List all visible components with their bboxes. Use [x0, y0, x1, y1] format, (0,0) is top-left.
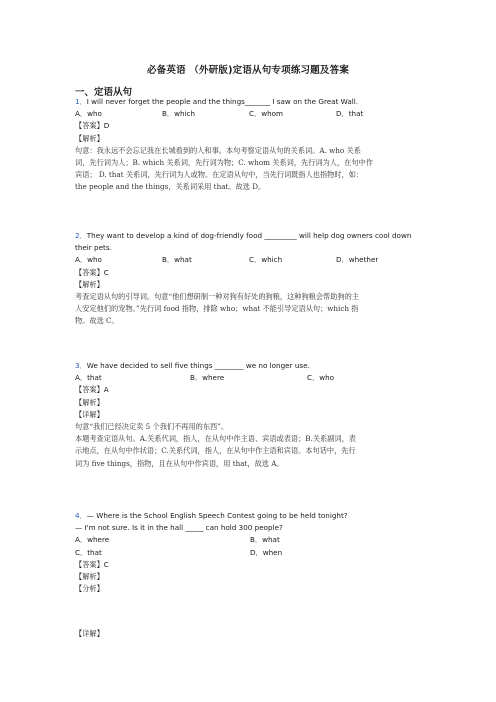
question-2	[75, 230, 427, 328]
explanation-line: the people and the things，关系词采用 that。故选 D。	[75, 182, 266, 192]
question-3	[75, 360, 427, 470]
option-c: C．that	[75, 547, 102, 557]
question-1	[75, 96, 427, 194]
options-row	[75, 108, 427, 120]
analysis-label: 【解析】	[75, 397, 104, 407]
answer-line: 【答案】A	[75, 385, 109, 395]
option-a: A．who	[75, 109, 102, 119]
option-a: A．that	[75, 373, 102, 383]
option-a: A．where	[75, 535, 110, 545]
analysis-label: 【解析】	[75, 572, 104, 582]
analysis-label: 【解析】	[75, 279, 104, 289]
answer-line: 【答案】D	[75, 121, 110, 131]
option-a: A．who	[75, 255, 102, 265]
question-4	[75, 510, 427, 595]
explanation-line: 考查定语从句的引导词。句意“他们想研制一种对狗有好处的狗粮，这种狗粮会帮助狗的主	[75, 292, 359, 302]
answer-line: 【答案】C	[75, 559, 109, 569]
option-b: B．what	[250, 535, 280, 545]
question-stem: They want to develop a kind of dog-friendly food _________ will help dog owners cool down their pets.	[75, 231, 412, 253]
explanation-line: 词，先行词为人；B. which 关系词，先行词为物；C. whom 关系词，先行词为人，在句中作	[75, 158, 373, 168]
explanation-line: 句意“我们已经决定卖 5 个我们不再用的东西”。	[75, 422, 229, 432]
question-number: 2．	[75, 231, 87, 240]
question-stem: I will never forget the people and the things_______ I saw on the Great Wall.	[86, 97, 359, 106]
question-stem-reply: — I'm not sure. Is it in the hall _____ can hold 300 people?	[75, 523, 283, 533]
explanation-line: 句意：我永远不会忘记我在长城看到的人和事。本句考察定语从句的关系词。A. who 关系	[75, 145, 361, 155]
option-d: D．when	[250, 547, 283, 557]
explanation-line: 物。故选 C。	[75, 316, 119, 326]
option-d: D．whether	[336, 255, 379, 265]
options-row	[75, 547, 427, 559]
question-stem: We have decided to sell five things ________ we no longer use.	[86, 361, 310, 370]
question-stem: — Where is the School English Speech Contest going to be held tonight?	[86, 511, 348, 520]
option-b: B．what	[162, 255, 192, 265]
explanation-line: 词为 five things，指物，且在从句中作宾语，用 that，故选 A。	[75, 458, 284, 468]
explanation-line: 示地点，在从句中作状语；C.关系代词，指人，在从句中作主语和宾语。本句话中，先行	[75, 446, 356, 456]
detail-label: 【详解】	[75, 409, 104, 419]
explanation-line: 宾语； D. that 关系词，先行词为人或物。在定语从句中，当先行词既指人也指物时，如：	[75, 170, 364, 180]
option-b: B．where	[190, 373, 225, 383]
question-number: 3．	[75, 361, 87, 370]
options-row	[75, 254, 427, 266]
option-d: D．that	[336, 109, 364, 119]
explanation-line: 人安定他们的宠物。”先行词 food 指物，排除 who；what 不能引导定语从句；which 指	[75, 304, 359, 314]
answer-line: 【答案】C	[75, 267, 109, 277]
options-row	[75, 372, 427, 384]
option-c: C．whom	[249, 109, 284, 119]
option-c: C．who	[307, 373, 335, 383]
question-number: 1．	[75, 97, 87, 106]
explanation-line: 本题考查定语从句。A.关系代词，指人，在从句中作主语、宾语或表语；B.关系副词，表	[75, 434, 356, 444]
section-heading: 一、定语从句	[75, 87, 133, 98]
document-title: 必备英语 （外研版)定语从句专项练习题及答案	[146, 65, 350, 76]
option-b: B．which	[162, 109, 196, 119]
question-number: 4．	[75, 511, 87, 520]
analysis-sub-label: 【分析】	[75, 584, 104, 594]
options-row	[75, 534, 427, 546]
detail-label: 【详解】	[75, 629, 104, 638]
option-c: C．which	[249, 255, 283, 265]
analysis-label: 【解析】	[75, 133, 104, 143]
detail-label-q4	[75, 628, 427, 640]
